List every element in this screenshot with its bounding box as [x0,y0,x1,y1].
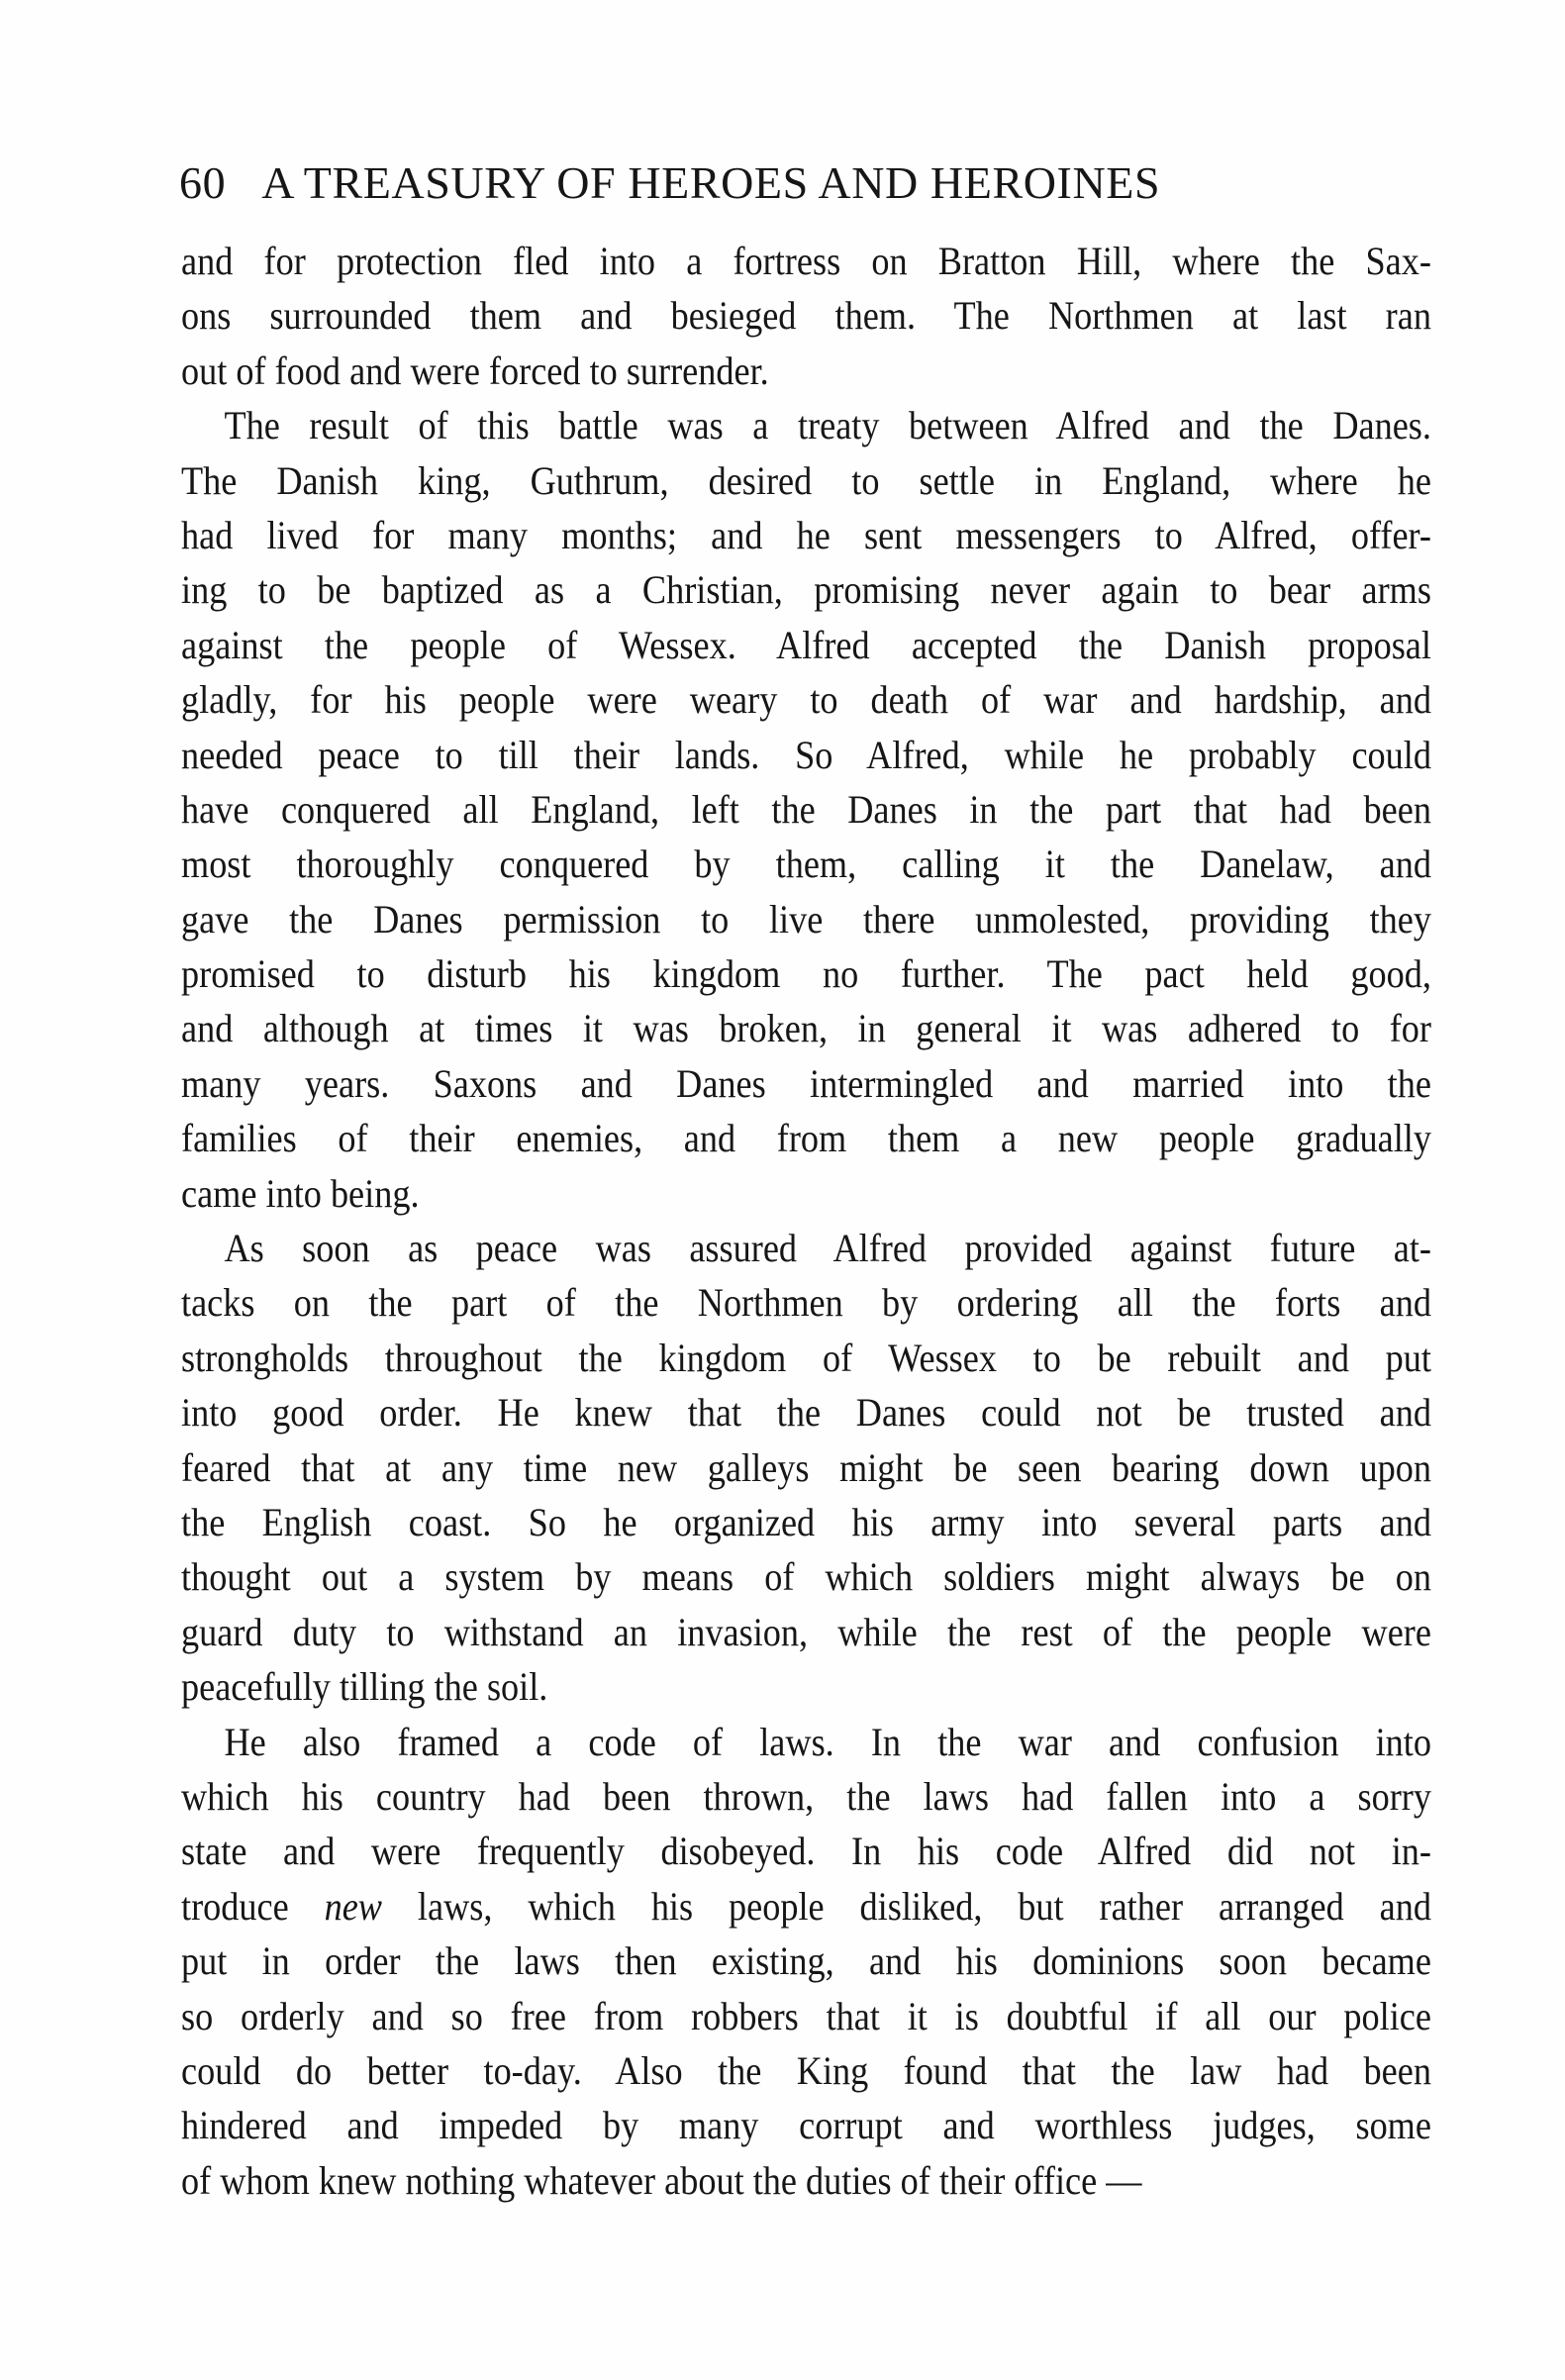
page-number: 60 [179,157,227,208]
text-line [181,1934,1431,1988]
text-run: promised to disturb his kingdom no further. The pact held good, [181,951,1431,997]
text-run: ons surrounded them and besieged them. The Northmen at last ran [181,293,1431,339]
text-line [181,1549,1431,1604]
text-run: against the people of Wessex. Alfred accepted the Danish proposal [181,622,1431,667]
text-line [181,562,1431,617]
text-line [181,1605,1431,1659]
text-line [181,1275,1431,1330]
text-run: and although at times it was broken, in general it was adhered to for [181,1006,1431,1051]
text-line [181,1769,1431,1824]
text-line [181,782,1431,837]
text-line [181,2043,1431,2098]
text-line [181,398,1431,452]
text-run: peacefully tilling the soil. [181,1664,548,1710]
book-title: A TREASURY OF HEROES AND HEROINES [261,157,1161,208]
text-line [181,1659,1431,1714]
text-run: most thoroughly conquered by them, calling it the Danelaw, and [181,842,1431,887]
text-run: the English coast. So he organized his army into several parts and [181,1499,1431,1544]
text-run: and for protection fled into a fortress on Bratton Hill, where the Sax- [181,239,1431,283]
text-run: new [324,1883,382,1929]
text-run: ing to be baptized as a Christian, promising never again to bear arms [181,567,1431,613]
text-line [181,618,1431,672]
text-run: so orderly and so free from robbers that it is doubtful if all our police [181,1993,1431,2038]
text-run: troduce [181,1883,325,1929]
running-head [179,149,1377,218]
text-run: could do better to-day. Also the King found that the law had been [181,2047,1431,2093]
text-line [181,1440,1431,1495]
text-line [181,344,1431,398]
text-run: have conquered all England, left the Danes in the part that had been [181,786,1431,832]
text-line [181,1111,1431,1165]
text-run: hindered and impeded by many corrupt and worthless judges, some [181,2103,1431,2148]
text-line [181,672,1431,727]
text-run: which his country had been thrown, the laws had fallen into a sorry [181,1773,1431,1819]
paragraph [181,1221,1431,1715]
text-line [181,234,1431,288]
text-line [181,508,1431,562]
text-run: put in order the laws then existing, and his dominions soon became [181,1938,1431,1984]
text-run: The result of this battle was a treaty between Alfred and the Danes. [224,403,1431,448]
text-line [181,1001,1431,1055]
text-run: out of food and were forced to surrender. [181,347,769,393]
text-run: gladly, for his people were weary to death of war and hardship, and [181,677,1431,723]
text-line [181,1385,1431,1439]
text-line [181,2098,1431,2152]
text-line [181,728,1431,782]
text-line [181,1221,1431,1275]
text-run: laws, which his people disliked, but rather arranged and [381,1883,1431,1929]
body-text [181,234,1431,2208]
text-line [181,1331,1431,1385]
paragraph [181,398,1431,1221]
text-run: feared that at any time new galleys might be seen bearing down upon [181,1444,1431,1490]
text-run: As soon as peace was assured Alfred provided against future at- [224,1226,1431,1271]
text-run: came into being. [181,1170,420,1216]
text-line [181,1879,1431,1934]
text-run: tacks on the part of the Northmen by ordering all the forts and [181,1280,1431,1326]
text-run: gave the Danes permission to live there unmolested, providing they [181,896,1431,942]
text-run: families of their enemies, and from them a new people gradually [181,1116,1431,1161]
text-line [181,837,1431,891]
paragraph [181,234,1431,398]
text-line [181,892,1431,946]
text-run: thought out a system by means of which soldiers might always be on [181,1554,1431,1600]
text-line [181,288,1431,343]
text-line [181,1166,1431,1221]
text-line [181,1495,1431,1549]
text-line [181,453,1431,508]
text-line [181,1989,1431,2043]
text-run: many years. Saxons and Danes intermingled and married into the [181,1060,1431,1106]
paragraph [181,1715,1431,2209]
text-run: had lived for many months; and he sent messengers to Alfred, offer- [181,512,1431,557]
text-run: of whom knew nothing whatever about the duties of their office — [181,2157,1142,2203]
text-run: He also framed a code of laws. In the war and confusion into [224,1719,1431,1764]
text-line [181,1824,1431,1878]
text-run: strongholds throughout the kingdom of Wessex to be rebuilt and put [181,1335,1431,1380]
text-line [181,2153,1431,2208]
text-line [181,1715,1431,1769]
text-run: guard duty to withstand an invasion, while the rest of the people were [181,1609,1431,1654]
text-run: needed peace to till their lands. So Alfred, while he probably could [181,732,1431,777]
text-line [181,946,1431,1001]
text-run: The Danish king, Guthrum, desired to settle in England, where he [181,457,1431,503]
text-run: into good order. He knew that the Danes could not be trusted and [181,1390,1431,1436]
text-run: state and were frequently disobeyed. In his code Alfred did not in- [181,1829,1431,1874]
text-line [181,1056,1431,1111]
